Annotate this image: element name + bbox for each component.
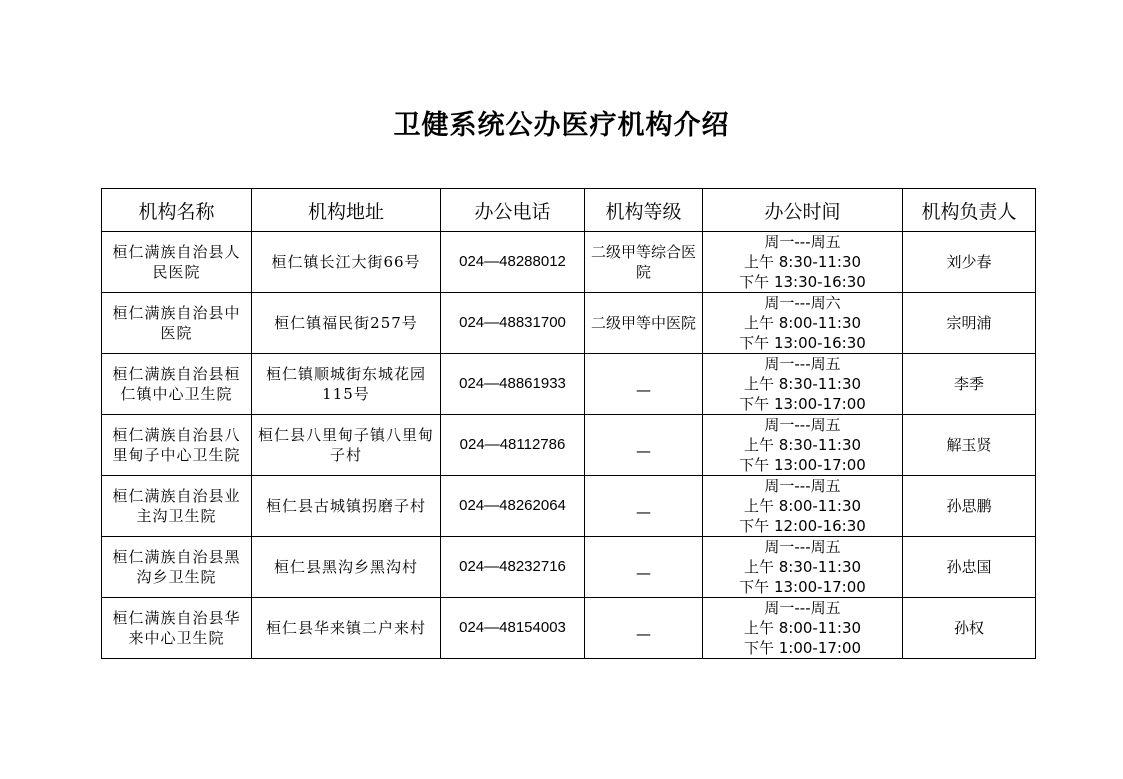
office-hours-am: 上午 8:30-11:30 [743,375,862,393]
table-row [102,415,1036,476]
office-hours-pm: 下午 12:00-16:30 [739,517,866,535]
cell-name: 桓仁满族自治县中医院 [102,293,252,354]
table-row [102,598,1036,659]
cell-head: 宗明浦 [903,293,1036,354]
table-header-row [102,189,1036,232]
office-days: 周一---周五 [764,477,841,495]
level-dash: — [636,564,651,582]
cell-name: 桓仁满族自治县业主沟卫生院 [102,476,252,537]
table-row [102,476,1036,537]
cell-office-hours [703,354,903,415]
office-hours-pm: 下午 1:00-17:00 [743,639,862,657]
cell-address: 桓仁县八里甸子镇八里甸子村 [252,415,441,476]
cell-head: 孙思鹏 [903,476,1036,537]
cell-name: 桓仁满族自治县桓仁镇中心卫生院 [102,354,252,415]
office-days: 周一---周五 [764,233,841,251]
cell-address: 桓仁镇福民街257号 [252,293,441,354]
office-hours-am: 上午 8:30-11:30 [743,436,862,454]
cell-office-hours [703,293,903,354]
cell-address: 桓仁县古城镇拐磨子村 [252,476,441,537]
cell-head: 李季 [903,354,1036,415]
cell-level [585,354,703,415]
cell-head: 解玉贤 [903,415,1036,476]
cell-office-hours [703,537,903,598]
cell-name: 桓仁满族自治县华来中心卫生院 [102,598,252,659]
cell-phone: 024—48112786 [441,415,585,476]
header-name: 机构名称 [102,189,252,232]
office-hours-pm: 下午 13:30-16:30 [739,273,866,291]
cell-address: 桓仁镇长江大街66号 [252,232,441,293]
cell-head: 孙权 [903,598,1036,659]
office-hours-am: 上午 8:00-11:30 [743,619,862,637]
office-hours-pm: 下午 13:00-16:30 [739,334,866,352]
cell-address: 桓仁镇顺城街东城花园115号 [252,354,441,415]
institution-table [101,188,1036,659]
cell-level [585,476,703,537]
office-days: 周一---周六 [764,294,841,312]
office-hours-pm: 下午 13:00-17:00 [739,578,866,596]
header-phone: 办公电话 [441,189,585,232]
level-dash: — [636,503,651,521]
cell-level [585,415,703,476]
cell-head: 孙忠国 [903,537,1036,598]
office-days: 周一---周五 [764,599,841,617]
cell-name: 桓仁满族自治县人民医院 [102,232,252,293]
header-office-hours: 办公时间 [703,189,903,232]
cell-office-hours [703,415,903,476]
office-hours-am: 上午 8:00-11:30 [743,497,862,515]
cell-name: 桓仁满族自治县黑沟乡卫生院 [102,537,252,598]
table-row [102,537,1036,598]
office-days: 周一---周五 [764,355,841,373]
office-days: 周一---周五 [764,416,841,434]
table-row [102,232,1036,293]
document-title: 卫健系统公办医疗机构介绍 [393,110,730,141]
header-level: 机构等级 [585,189,703,232]
header-address: 机构地址 [252,189,441,232]
level-dash: — [636,381,651,399]
cell-phone: 024—48262064 [441,476,585,537]
office-hours-am: 上午 8:00-11:30 [743,314,862,332]
cell-level [585,537,703,598]
cell-level [585,598,703,659]
office-hours-am: 上午 8:30-11:30 [743,253,862,271]
cell-phone: 024—48154003 [441,598,585,659]
cell-phone: 024—48232716 [441,537,585,598]
cell-address: 桓仁县黑沟乡黑沟村 [252,537,441,598]
table-row [102,354,1036,415]
cell-head: 刘少春 [903,232,1036,293]
office-hours-am: 上午 8:30-11:30 [743,558,862,576]
cell-phone: 024—48288012 [441,232,585,293]
cell-level: 二级甲等综合医院 [585,232,703,293]
header-head: 机构负责人 [903,189,1036,232]
cell-office-hours [703,232,903,293]
level-dash: — [636,625,651,643]
office-days: 周一---周五 [764,538,841,556]
cell-address: 桓仁县华来镇二户来村 [252,598,441,659]
office-hours-pm: 下午 13:00-17:00 [739,395,866,413]
office-hours-pm: 下午 13:00-17:00 [739,456,866,474]
cell-level: 二级甲等中医院 [585,293,703,354]
level-dash: — [636,442,651,460]
cell-phone: 024—48861933 [441,354,585,415]
cell-phone: 024—48831700 [441,293,585,354]
cell-office-hours [703,476,903,537]
cell-office-hours [703,598,903,659]
table-row [102,293,1036,354]
cell-name: 桓仁满族自治县八里甸子中心卫生院 [102,415,252,476]
